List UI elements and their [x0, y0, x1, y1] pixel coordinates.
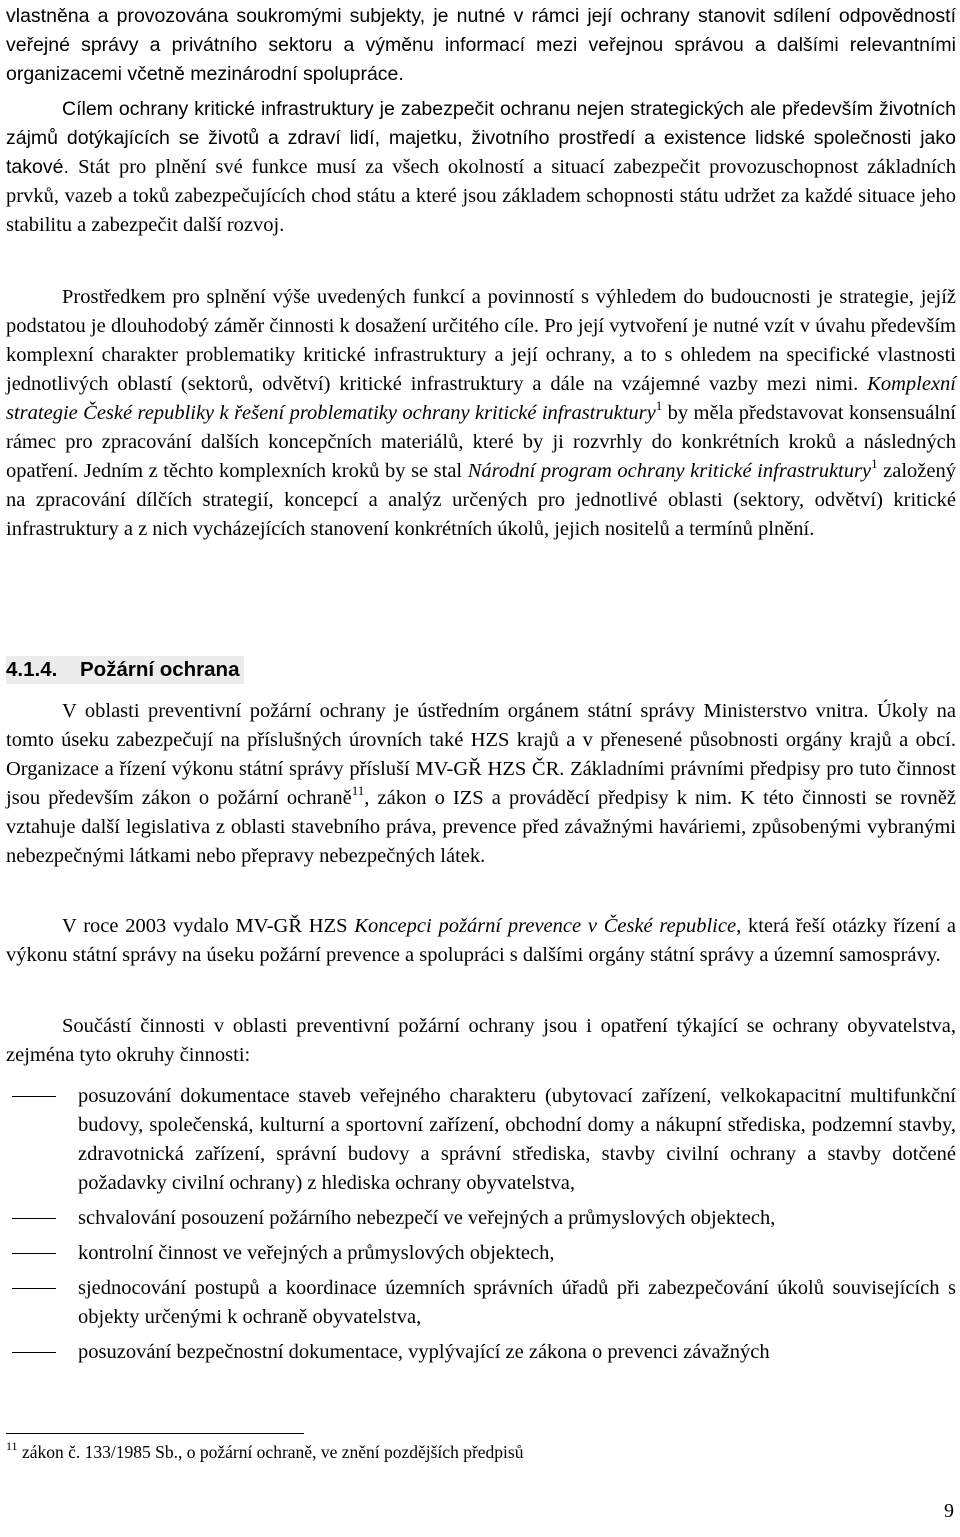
- list-item: kontrolní činnost ve veřejných a průmyslových objektech,: [6, 1239, 956, 1268]
- paragraph-segment: Stát pro plnění své funkce musí za všech okolností a situací zabezpečit provozuschopnost základních prvků, vazeb a toků zabezpečujících chod státu a které jsou základem schopnosti státu udržet za každé situace jeho stabilitu a zabezpečit další rozvoj.: [6, 156, 956, 236]
- paragraph-segment: Prostředkem pro splnění výše uvedených funkcí a povinností s výhledem do budoucnosti je strategie, jejíž podstatou je dlouhodobý záměr činnosti k dosažení určitého cíle.: [6, 286, 956, 337]
- dash-bullet: [12, 1218, 56, 1219]
- page-number: 9: [944, 1500, 954, 1522]
- paragraph-segment: založený na zpracování dílčích strategií, koncepcí a analýz určených pro jednotlivé oblasti (sektory, odvětví) kritické infrastruktury a z nich vycházejících stanovení konkrétních úkolů, jejich nositelů a termínů plnění.: [6, 460, 957, 540]
- footnote-reference: 11: [351, 783, 365, 798]
- paragraph-critical-infrastructure-goal: [6, 95, 956, 240]
- paragraph-segment: , která řeší otázky řízení a výkonu státní správy na úseku požární prevence a spolupráci s dalšími orgány státní správy a územní samosprávy.: [6, 915, 957, 966]
- paragraph-segment: , zákon o IZS a prováděcí předpisy k nim. K této činnosti se rovněž vztahuje další legislativa z oblasti stavebního práva, prevence před závažnými haváriemi, způsobenými vybranými nebezpečnými látkami nebo přepravy nebezpečných látek.: [6, 787, 956, 867]
- activities-list: [6, 1082, 956, 1373]
- section-title: Požární ochrana: [80, 658, 240, 681]
- paragraph-segment: Pro její vytvoření je nutné vzít v úvahu především komplexní charakter problematiky kritické infrastruktury a její ochrany, a to s ohledem na specifické vlastnosti jednotlivých oblastí (sektorů, odvětví) kritické infrastruktury a dále na vzájemné vazby mezi nimi.: [6, 315, 956, 395]
- dash-bullet: [12, 1288, 56, 1289]
- paragraph-concept-2003: [6, 912, 956, 970]
- footnote-divider: [6, 1433, 304, 1434]
- dash-bullet: [12, 1352, 56, 1353]
- list-item: posuzování dokumentace staveb veřejného charakteru (ubytovací zařízení, velkokapacitní multifunkční budovy, společenská, kulturní a sportovní zařízení, obchodní domy a nákupní střediska, podzemní stavby, zdravotnická zařízení, správní budovy a správní střediska, stavby civilní ochrany a stavby dotčené požadavky civilní ochrany) z hlediska ochrany obyvatelstva,: [6, 1082, 956, 1198]
- section-heading: [6, 656, 244, 684]
- paragraph-strategy: [6, 283, 956, 544]
- paragraph-intro-continuation: vlastněna a provozována soukromými subjekty, je nutné v rámci její ochrany stanovit sdílení odpovědností veřejné správy a privátního sektoru a výměnu informací mezi veřejnou správou a dalšími relevantními organizacemi včetně mezinárodní spolupráce.: [6, 5, 956, 85]
- paragraph-fire-prevention: [6, 697, 956, 871]
- paragraph-segment: V roce 2003 vydalo MV-GŘ HZS: [62, 915, 355, 937]
- footnote: [6, 1440, 523, 1464]
- dash-bullet: [12, 1096, 56, 1097]
- document-title-italic: Komplexní strategie České republiky k řešení problematiky ochrany kritické infrastruktury: [6, 373, 956, 424]
- document-title-italic: Koncepci požární prevence v České republice: [354, 915, 737, 937]
- dash-bullet: [12, 1253, 56, 1254]
- section-number: 4.1.4.: [6, 658, 58, 681]
- paragraph-segment: V oblasti preventivní požární ochrany je ústředním orgánem státní správy Ministerstvo vnitra. Úkoly na tomto úseku zabezpečují na příslušných úrovních také HZS krajů a v přenesené působnosti orgány krajů a obcí. Organizace a řízení výkonu státní správy přísluší MV-GŘ HZS ČR. Základními právními předpisy pro tuto činnost jsou především zákon o požární ochraně: [6, 700, 956, 809]
- footnote-reference: 1: [655, 398, 663, 413]
- footnote-mark: 11: [6, 1439, 18, 1453]
- paragraph-segment: Cílem ochrany kritické infrastruktury je zabezpečit ochranu nejen strategických ale především životních zájmů dotýkajících se životů a zdraví lidí, majetku, životního prostředí a existence lidské společnosti jako takové.: [6, 98, 956, 178]
- list-item: posuzování bezpečnostní dokumentace, vyplývající ze zákona o prevenci závažných: [6, 1338, 956, 1367]
- document-title-italic: Národní program ochrany kritické infrastruktury: [467, 460, 872, 482]
- list-item: sjednocování postupů a koordinace územních správních úřadů při zabezpečování úkolů souvisejících s objekty určenými k ochraně obyvatelstva,: [6, 1274, 956, 1332]
- paragraph-activities-intro: Součástí činnosti v oblasti preventivní požární ochrany jsou i opatření týkající se ochrany obyvatelstva, zejména tyto okruhy činnosti:: [6, 1015, 956, 1066]
- footnote-text: zákon č. 133/1985 Sb., o požární ochraně, ve znění pozdějších předpisů: [17, 1442, 524, 1462]
- footnote-reference: 1: [871, 456, 878, 471]
- list-item: schvalování posouzení požárního nebezpečí ve veřejných a průmyslových objektech,: [6, 1204, 956, 1233]
- paragraph-segment: by měla představovat konsensuální rámec pro zpracování dalších koncepčních materiálů, které by ji rozvrhly do konkrétních kroků a následných opatření. Jedním z těchto komplexních kroků by se stal: [6, 402, 956, 482]
